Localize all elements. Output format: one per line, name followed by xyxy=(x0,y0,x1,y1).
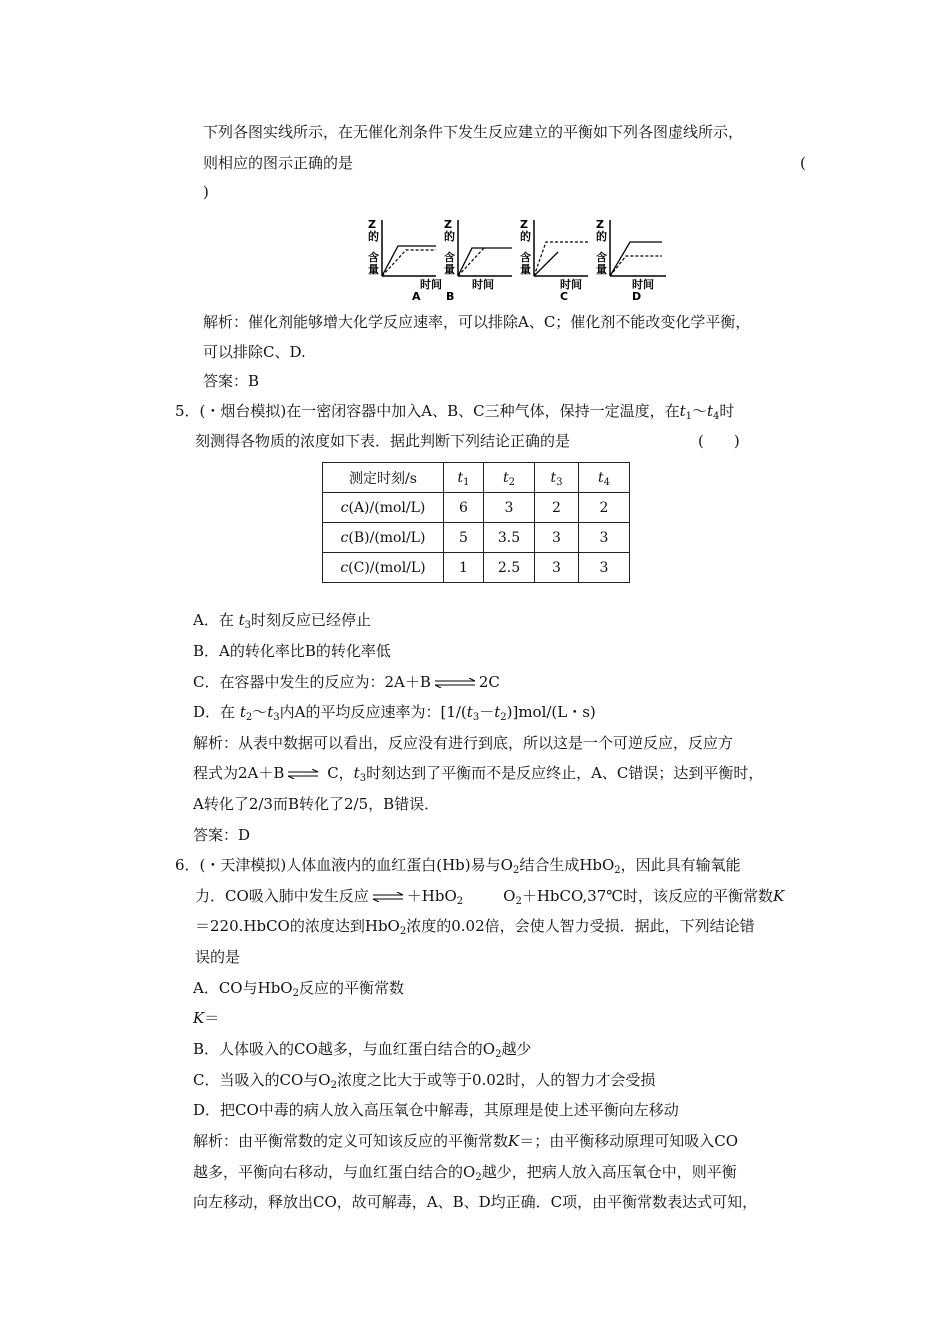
q4-paren-open: ( xyxy=(800,154,806,172)
q6-analysis-line3: 向左移动，释放出CO，故可解毒，A、B、D均正确．C项，由平衡常数表达式可知， xyxy=(193,1193,758,1211)
fig-b-ylabel-2: 的 xyxy=(444,230,455,243)
q6-stem-line4: 误的是 xyxy=(195,948,241,966)
fig-c-xlabel: 时间 xyxy=(560,278,582,291)
table-row xyxy=(323,493,630,523)
q4-stem-line1: 下列各图实线所示，在无催化剂条件下发生反应建立的平衡如下列各图虚线所示， xyxy=(203,123,744,141)
fig-d-ylabel-4: 量 xyxy=(596,263,607,276)
fig-b-label: B xyxy=(446,290,455,303)
table-cell: 2 xyxy=(579,493,630,523)
fig-c-ylabel-4: 量 xyxy=(520,263,531,276)
table-header-cell: $t_1$ xyxy=(444,463,484,493)
table-cell: 3 xyxy=(579,553,630,583)
q6-stem-line2: 力．CO吸入肺中发生反应 ＋HbO$_2$ $O_2+HbCO,37℃$时，该反应的平衡常数K xyxy=(195,887,785,907)
table-row xyxy=(323,463,630,493)
fig-b-dashed-line xyxy=(458,248,484,276)
fig-b-ylabel-1: Z xyxy=(444,218,452,231)
fig-d-label: D xyxy=(632,290,642,303)
q6-option-d: D．把CO中毒的病人放入高压氧仓中解毒，其原理是使上述平衡向左移动 xyxy=(193,1101,679,1119)
table-cell: 3 xyxy=(579,523,630,553)
table-cell: 6 xyxy=(444,493,484,523)
fig-a-xlabel: 时间 xyxy=(420,278,442,291)
fig-d-ylabel-2: 的 xyxy=(596,230,607,243)
fig-c-dashed-line xyxy=(534,242,588,276)
fig-c-ylabel-3: 含 xyxy=(520,251,531,264)
q4-analysis-line1: 解析：催化剂能够增大化学反应速率，可以排除A、C；催化剂不能改变化学平衡， xyxy=(203,313,751,331)
table-header-cell: $t_2$ xyxy=(484,463,535,493)
fig-d-ylabel-3: 含 xyxy=(596,251,607,264)
table-cell: 3 xyxy=(535,523,579,553)
q5-answer-blank: ( ) xyxy=(698,432,740,450)
q5-option-b: B．A的转化率比B的转化率低 xyxy=(193,642,391,660)
fig-d-dashed-line xyxy=(610,256,662,276)
fig-d-ylabel-1: Z xyxy=(596,218,604,231)
q5-option-a: A．在 $t_3$时刻反应已经停止 xyxy=(193,611,372,631)
equilibrium-arrow-icon xyxy=(371,892,405,902)
fig-d-solid-line xyxy=(610,242,662,276)
fig-c-ylabel-2: 的 xyxy=(520,230,531,243)
q6-analysis-line2: 越多，平衡向右移动，与血红蛋白结合的$O_2$越少，把病人放入高压氧仓中，则平衡 xyxy=(193,1163,737,1183)
fig-b-xlabel: 时间 xyxy=(472,278,494,291)
table-header-cell: $t_4$ xyxy=(579,463,630,493)
figure-b xyxy=(444,218,512,303)
q6-option-b: B．人体吸入的CO越多，与血红蛋白结合的$O_2$越少 xyxy=(193,1040,532,1060)
fig-a-ylabel-4: 量 xyxy=(368,263,379,276)
table-row-label: c(B)/(mol/L) xyxy=(323,523,444,553)
q6-option-c: C．当吸入的CO与$O_2$浓度之比大于或等于0.02时，人的智力才会受损 xyxy=(193,1071,656,1091)
q5-answer: 答案：D xyxy=(193,826,251,844)
q4-answer: 答案：B xyxy=(203,372,260,390)
table-cell: 2 xyxy=(535,493,579,523)
fig-a-label: A xyxy=(412,290,421,303)
table-cell: 1 xyxy=(444,553,484,583)
equilibrium-arrow-icon xyxy=(433,678,477,688)
q5-stem-line2: 刻测得各物质的浓度如下表．据此判断下列结论正确的是 xyxy=(195,432,571,450)
equilibrium-arrow-icon xyxy=(286,769,320,779)
fig-a-ylabel-3: 含 xyxy=(368,251,379,264)
figure-d xyxy=(596,218,666,303)
q6-option-a-formula: K＝ xyxy=(193,1009,220,1027)
table-row xyxy=(323,553,630,583)
fig-a-ylabel-2: 的 xyxy=(368,230,379,243)
fig-a-ylabel-1: Z xyxy=(368,218,376,231)
q5-option-c: C．在容器中发生的反应为：2A＋B 2C xyxy=(193,673,500,691)
table-header-cell: 测定时刻/s xyxy=(323,463,444,493)
figure-a xyxy=(368,218,442,303)
fig-c-ylabel-1: Z xyxy=(520,218,528,231)
fig-b-ylabel-3: 含 xyxy=(444,251,455,264)
table-row xyxy=(323,523,630,553)
table-row-label: c(C)/(mol/L) xyxy=(323,553,444,583)
q4-stem-line2: 则相应的图示正确的是 xyxy=(203,154,354,172)
table-cell: 3 xyxy=(484,493,535,523)
fig-a-dashed-line xyxy=(382,250,436,276)
q6-option-a: A．CO与HbO$_2$反应的平衡常数 xyxy=(193,979,404,999)
q6-stem-line3: ＝220.HbCO的浓度达到HbO$_2$浓度的0.02倍，会使人智力受损．据此，下列结论错 xyxy=(195,917,755,937)
q4-figures xyxy=(362,216,672,308)
q5-analysis-line1: 解析：从表中数据可以看出，反应没有进行到底，所以这是一个可逆反应，反应方 xyxy=(193,734,734,752)
q5-concentration-table xyxy=(322,462,630,583)
q5-analysis-line2: 程式为2A＋B C，$t_3$时刻达到了平衡而不是反应终止，A、C错误；达到平衡时， xyxy=(193,764,764,784)
q6-analysis-line1: 解析：由平衡常数的定义可知该反应的平衡常数K＝；由平衡移动原理可知吸入CO xyxy=(193,1132,739,1150)
table-cell: 3 xyxy=(535,553,579,583)
fig-d-xlabel: 时间 xyxy=(632,278,654,291)
table-cell: 5 xyxy=(444,523,484,553)
q5-stem-line1: 5．(・烟台模拟)在一密闭容器中加入A、B、C三种气体，保持一定温度，在$t_1\sim t_4$时 xyxy=(175,402,735,422)
q6-stem-line1: 6．(・天津模拟)人体血液内的血红蛋白(Hb)易与$O_2$结合生成HbO$_2$，因此具有输氧能 xyxy=(175,856,741,876)
table-cell: 2.5 xyxy=(484,553,535,583)
table-row-label: c(A)/(mol/L) xyxy=(323,493,444,523)
fig-b-solid-line xyxy=(458,248,512,276)
fig-b-ylabel-4: 量 xyxy=(444,263,455,276)
fig-c-label: C xyxy=(560,290,569,303)
q5-analysis-line3: A转化了2/3而B转化了2/5，B错误． xyxy=(193,795,440,813)
figure-c xyxy=(520,218,588,303)
table-cell: 3.5 xyxy=(484,523,535,553)
table-header-cell: $t_3$ xyxy=(535,463,579,493)
q4-paren-close: ) xyxy=(203,183,209,201)
q4-analysis-line2: 可以排除C、D. xyxy=(203,343,306,361)
q5-option-d: D．在 $t_2\sim t_3$内A的平均反应速率为：$[1/(t_3-t_2)]mol/(L$・s) xyxy=(193,703,596,723)
q4-figures-svg xyxy=(362,216,672,304)
